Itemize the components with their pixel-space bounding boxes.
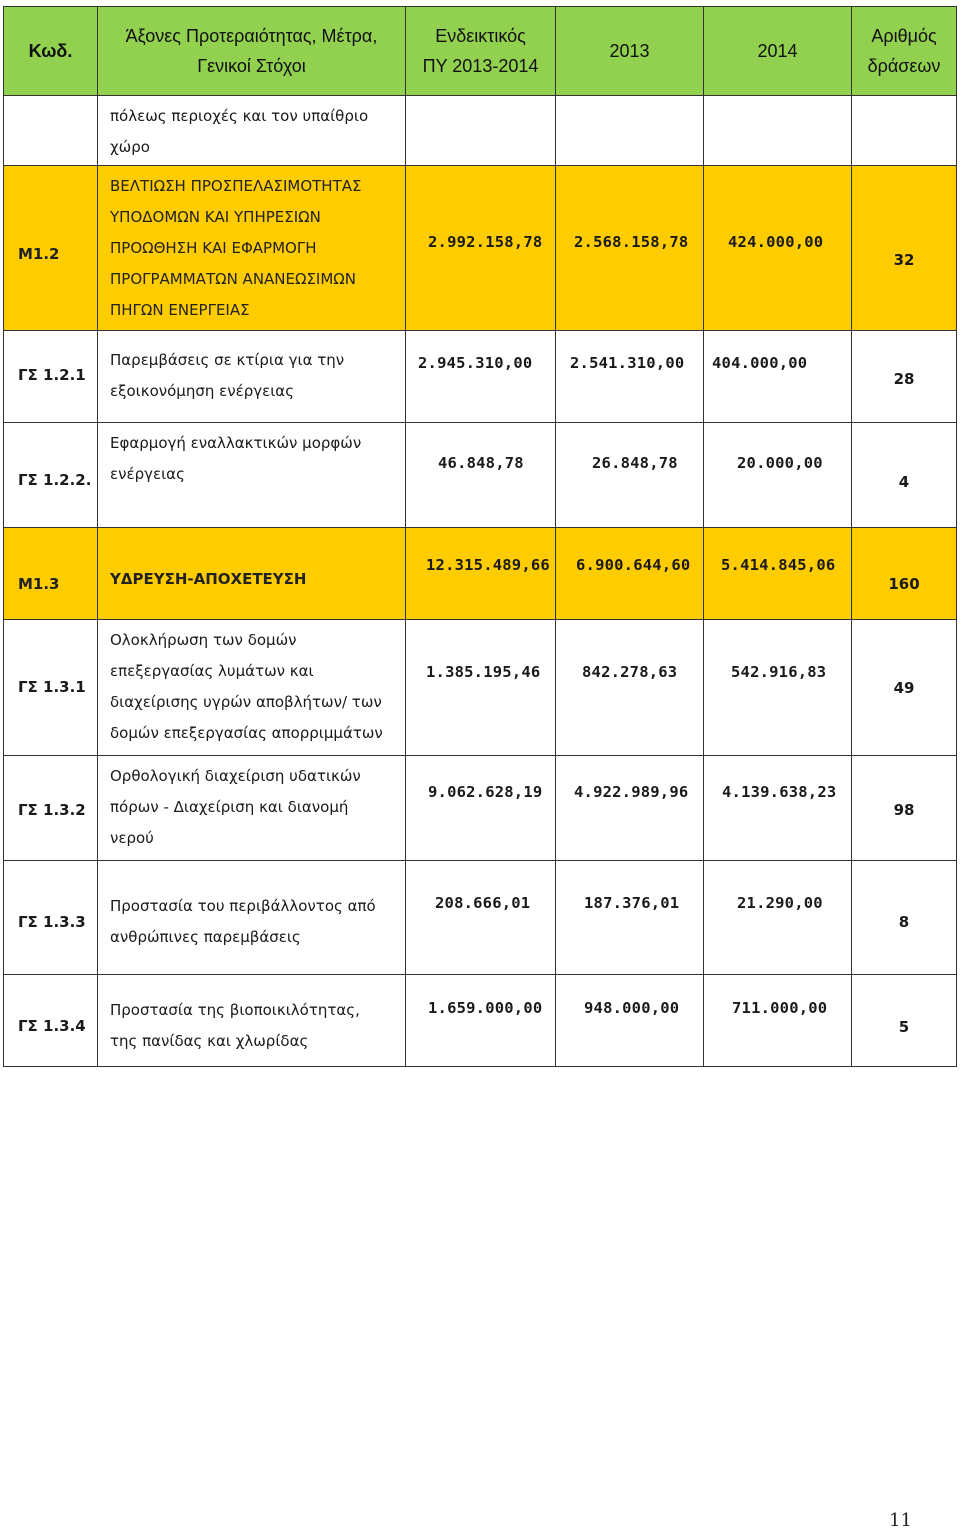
table-row: [4, 96, 957, 166]
row-budget: [406, 528, 556, 620]
row-budget: [406, 861, 556, 975]
row-2014: [704, 975, 852, 1067]
row-2013-value: 2.568.158,78: [574, 233, 689, 251]
row-description: [98, 96, 406, 166]
row-code-label: ΓΣ 1.3.3: [18, 913, 86, 931]
row-2013-value: 948.000,00: [584, 999, 680, 1017]
header-2013-label: 2013: [609, 41, 650, 61]
header-budget-line2: ΠΥ 2013-2014: [422, 56, 539, 76]
row-description-line: διαχείρισης υγρών αποβλήτων/ των: [110, 693, 382, 711]
row-description-line: Εφαρμογή εναλλακτικών μορφών: [110, 434, 362, 452]
row-description-line: εξοικονόμηση ενέργειας: [110, 382, 294, 400]
row-code-label: Μ1.3: [18, 575, 60, 593]
row-2013: [556, 331, 704, 423]
header-budget-line1: Ενδεικτικός: [435, 26, 526, 46]
row-actions-value: 28: [893, 370, 915, 388]
header-code: [4, 7, 98, 96]
row-description-line: ανθρώπινες παρεμβάσεις: [110, 928, 301, 946]
row-actions: [852, 975, 957, 1067]
row-2014: [704, 861, 852, 975]
row-2014: [704, 331, 852, 423]
row-2013: [556, 861, 704, 975]
row-code-label: ΓΣ 1.3.4: [18, 1017, 86, 1035]
table-row: [4, 861, 957, 975]
row-2013: [556, 423, 704, 528]
row-2014: [704, 528, 852, 620]
row-2014-value: 4.139.638,23: [722, 783, 837, 801]
row-2014: [704, 96, 852, 166]
row-description: [98, 756, 406, 861]
table-row: [4, 975, 957, 1067]
row-2014-value: 404.000,00: [712, 354, 808, 372]
row-description-line: πόρων - Διαχείριση και διανομή: [110, 798, 349, 816]
row-budget-value: 208.666,01: [435, 894, 531, 912]
row-description: [98, 620, 406, 756]
row-2014-value: 5.414.845,06: [721, 556, 836, 574]
row-2013-value: 187.376,01: [584, 894, 680, 912]
row-budget-value: 9.062.628,19: [428, 783, 543, 801]
row-description-line: πόλεως περιοχές και τον υπαίθριο: [110, 107, 369, 125]
row-actions: [852, 756, 957, 861]
row-actions-value: 4: [898, 473, 910, 491]
row-description-line: νερού: [110, 829, 154, 847]
page-number: 11: [889, 1510, 912, 1531]
row-budget: [406, 756, 556, 861]
row-actions: [852, 528, 957, 620]
row-description-line: δομών επεξεργασίας απορριμμάτων: [110, 724, 383, 742]
row-description-line: Παρεμβάσεις σε κτίρια για την: [110, 351, 345, 369]
row-description-line: Προστασία του περιβάλλοντος από: [110, 897, 376, 915]
row-budget-value: 2.945.310,00: [418, 354, 533, 372]
row-code-label: ΓΣ 1.3.2: [18, 801, 86, 819]
row-code: [4, 975, 98, 1067]
row-actions: [852, 620, 957, 756]
table-row: [4, 528, 957, 620]
row-2014: [704, 166, 852, 331]
header-axes-line2: Γενικοί Στόχοι: [197, 56, 306, 76]
row-actions: [852, 96, 957, 166]
header-actions-line1: Αριθμός: [871, 26, 937, 46]
row-actions-value: 5: [898, 1018, 910, 1036]
table-row: [4, 423, 957, 528]
row-actions: [852, 331, 957, 423]
row-code: [4, 861, 98, 975]
row-description: [98, 166, 406, 331]
row-2013: [556, 96, 704, 166]
row-code: [4, 620, 98, 756]
row-description: [98, 423, 406, 528]
row-actions: [852, 861, 957, 975]
row-code: [4, 331, 98, 423]
row-budget: [406, 166, 556, 331]
row-actions: [852, 166, 957, 331]
row-description: [98, 528, 406, 620]
row-actions-value: 49: [893, 679, 915, 697]
row-code-label: Μ1.2: [18, 245, 60, 263]
row-2013: [556, 620, 704, 756]
row-actions-value: 98: [893, 801, 915, 819]
row-code-label: ΓΣ 1.2.2.: [18, 471, 92, 489]
row-code-label: ΓΣ 1.3.1: [18, 678, 86, 696]
row-2013: [556, 528, 704, 620]
row-description-line: ενέργειας: [110, 465, 185, 483]
row-budget: [406, 96, 556, 166]
row-budget-value: 12.315.489,66: [426, 556, 550, 574]
row-2014-value: 711.000,00: [732, 999, 828, 1017]
header-2014: [704, 7, 852, 96]
header-2013: [556, 7, 704, 96]
row-2014-value: 424.000,00: [728, 233, 824, 251]
row-2013: [556, 166, 704, 331]
header-actions-line2: δράσεων: [867, 56, 941, 76]
row-code: [4, 166, 98, 331]
row-2013-value: 842.278,63: [582, 663, 678, 681]
row-2013-value: 2.541.310,00: [570, 354, 685, 372]
row-budget-value: 46.848,78: [438, 454, 524, 472]
table-header-row: [4, 7, 957, 96]
row-description: [98, 861, 406, 975]
row-actions-value: 32: [893, 251, 915, 269]
header-code-label: Κωδ.: [28, 41, 73, 61]
row-2014-value: 542.916,83: [731, 663, 827, 681]
row-budget: [406, 331, 556, 423]
row-description-line: ΠΡΟΓΡΑΜΜΑΤΩΝ ΑΝΑΝΕΩΣΙΜΩΝ: [110, 270, 356, 288]
budget-table: [3, 6, 957, 1067]
row-actions: [852, 423, 957, 528]
header-axes-line1: Άξονες Προτεραιότητας, Μέτρα,: [125, 26, 378, 46]
row-description: [98, 975, 406, 1067]
row-2013-value: 4.922.989,96: [574, 783, 689, 801]
row-code: [4, 756, 98, 861]
row-2014: [704, 620, 852, 756]
row-budget-value: 1.385.195,46: [426, 663, 541, 681]
row-2014-value: 21.290,00: [737, 894, 823, 912]
row-description-line: Ορθολογική διαχείριση υδατικών: [110, 767, 361, 785]
row-2013: [556, 756, 704, 861]
row-description-line: Προστασία της βιοποικιλότητας,: [110, 1001, 360, 1019]
row-actions-value: 160: [888, 575, 920, 593]
header-2014-label: 2014: [757, 41, 798, 61]
table-row: [4, 756, 957, 861]
header-actions: [852, 7, 957, 96]
row-code: [4, 528, 98, 620]
row-budget: [406, 423, 556, 528]
row-description-line: Ολοκλήρωση των δομών: [110, 631, 297, 649]
row-description-line: της πανίδας και χλωρίδας: [110, 1032, 309, 1050]
row-description-line: ΥΠΟΔΟΜΩΝ ΚΑΙ ΥΠΗΡΕΣΙΩΝ: [110, 208, 321, 226]
row-description-line: επεξεργασίας λυμάτων και: [110, 662, 314, 680]
row-2014-value: 20.000,00: [737, 454, 823, 472]
row-description-line: χώρο: [110, 138, 150, 156]
row-2013: [556, 975, 704, 1067]
row-description-line: ΒΕΛΤΙΩΣΗ ΠΡΟΣΠΕΛΑΣΙΜΟΤΗΤΑΣ: [110, 177, 362, 195]
row-description-line: ΥΔΡΕΥΣΗ-ΑΠΟΧΕΤΕΥΣΗ: [110, 570, 307, 588]
row-description-line: ΠΗΓΩΝ ΕΝΕΡΓΕΙΑΣ: [110, 301, 250, 319]
row-description: [98, 331, 406, 423]
row-2013-value: 26.848,78: [592, 454, 678, 472]
table-row: [4, 620, 957, 756]
row-actions-value: 8: [898, 913, 910, 931]
row-description-line: ΠΡΟΩΘΗΣΗ ΚΑΙ ΕΦΑΡΜΟΓΗ: [110, 239, 317, 257]
row-budget: [406, 975, 556, 1067]
row-budget: [406, 620, 556, 756]
row-budget-value: 2.992.158,78: [428, 233, 543, 251]
header-axes: [98, 7, 406, 96]
row-2014: [704, 423, 852, 528]
header-budget: [406, 7, 556, 96]
row-code: [4, 96, 98, 166]
row-2014: [704, 756, 852, 861]
row-code: [4, 423, 98, 528]
table-row: [4, 331, 957, 423]
row-budget-value: 1.659.000,00: [428, 999, 543, 1017]
row-2013-value: 6.900.644,60: [576, 556, 691, 574]
table-row: [4, 166, 957, 331]
row-code-label: ΓΣ 1.2.1: [18, 366, 86, 384]
